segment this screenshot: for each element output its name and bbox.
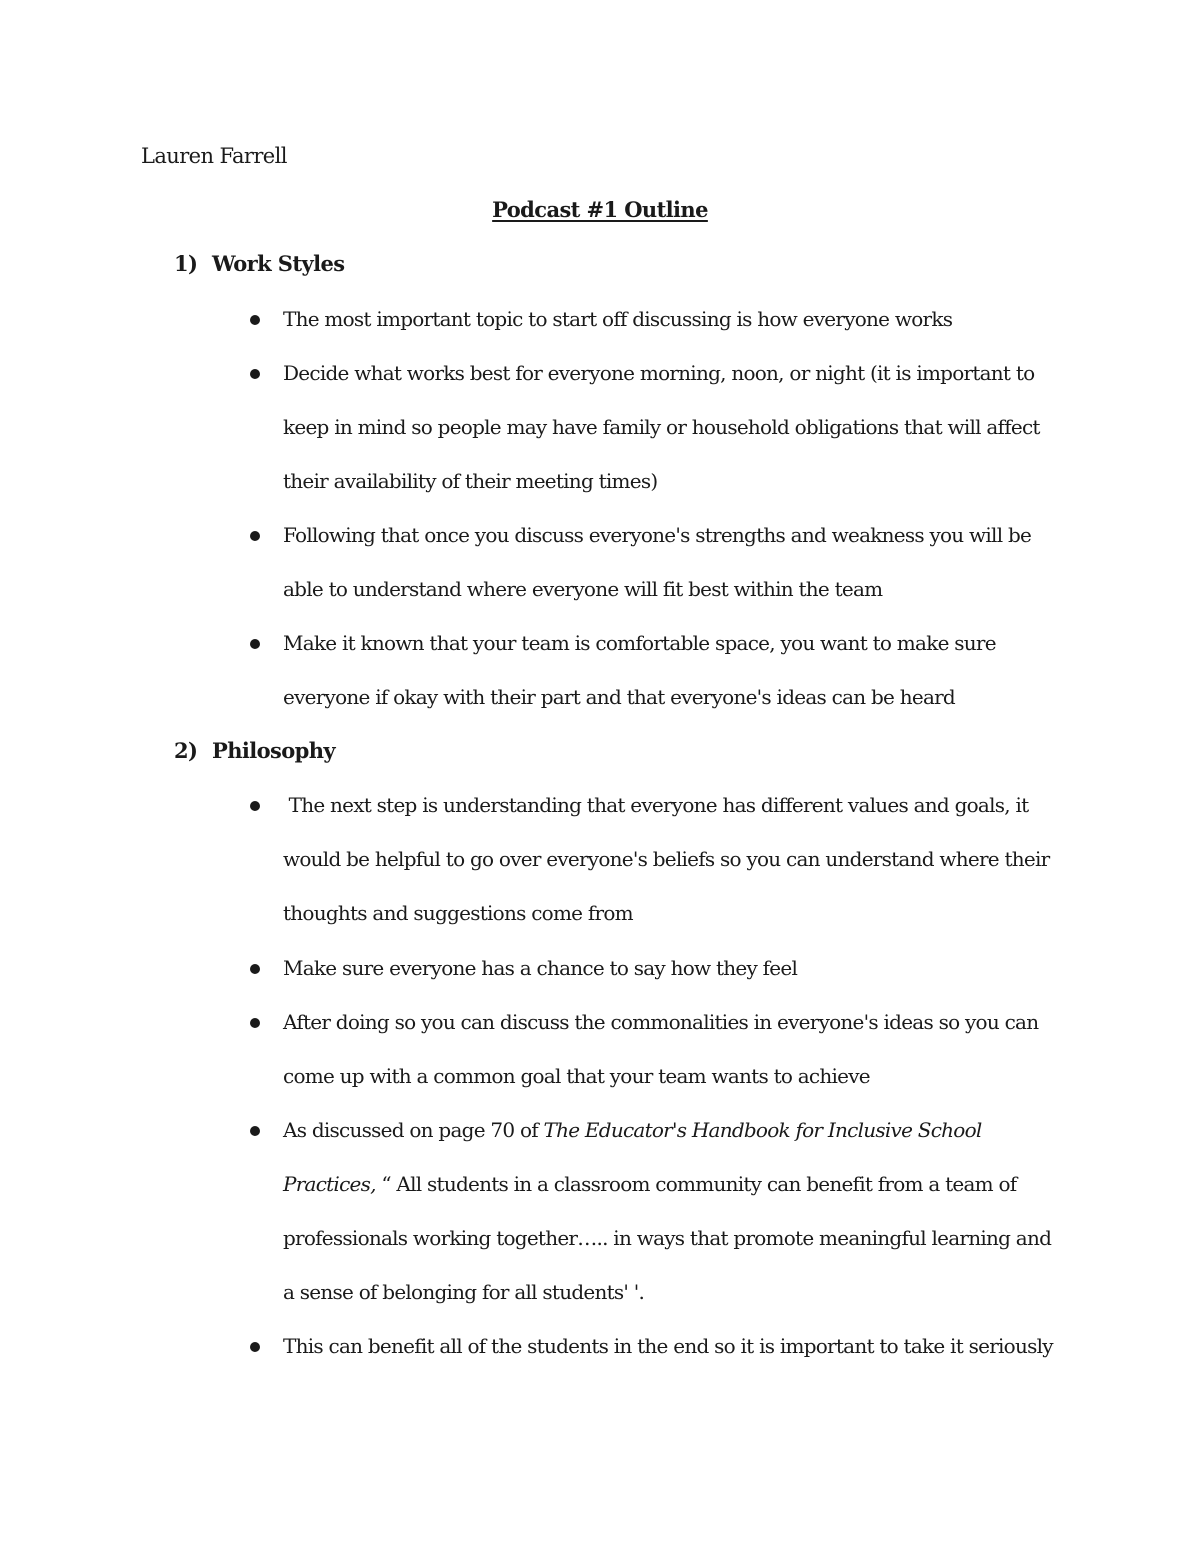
bullet-icon [250, 315, 260, 325]
bullet-icon [250, 964, 260, 974]
section-number: 1) [174, 251, 198, 276]
bullet-text-continued: keep in mind so people may have family or household obligations that will affect [283, 415, 1040, 439]
bullet-text-continued: able to understand where everyone will fit best within the team [283, 577, 883, 601]
bullet-text-continued: would be helpful to go over everyone's beliefs so you can understand where their [283, 847, 1050, 871]
bullet-text: After doing so you can discuss the commonalities in everyone's ideas so you can [283, 1010, 1039, 1034]
bullet-icon [250, 1126, 260, 1136]
section-heading-work-styles [174, 249, 344, 279]
citation-prefix: As discussed on page 70 of [283, 1118, 544, 1142]
bullet-icon [250, 801, 260, 811]
book-title: The Educator's Handbook for Inclusive School [543, 1118, 982, 1142]
bullet-text: Following that once you discuss everyone's strengths and weakness you will be [283, 523, 1032, 547]
bullet-icon [250, 1018, 260, 1028]
bullet-text-continued: a sense of belonging for all students' '. [283, 1280, 645, 1304]
bullet-icon [250, 369, 260, 379]
bullet-text: The next step is understanding that everyone has different values and goals, it [283, 793, 1029, 817]
bullet-text-citation [283, 1115, 982, 1145]
section-title: Philosophy [212, 738, 336, 763]
section-title: Work Styles [212, 251, 345, 276]
bullet-text-continued: their availability of their meeting times) [283, 469, 658, 493]
bullet-text: Make it known that your team is comfortable space, you want to make sure [283, 631, 996, 655]
bullet-icon [250, 639, 260, 649]
bullet-text-continued: come up with a common goal that your team wants to achieve [283, 1064, 870, 1088]
bullet-text: The most important topic to start off discussing is how everyone works [283, 307, 953, 331]
bullet-text-continued: everyone if okay with their part and that everyone's ideas can be heard [283, 685, 955, 709]
bullet-text: This can benefit all of the students in the end so it is important to take it seriously [283, 1334, 1053, 1358]
section-number: 2) [174, 738, 198, 763]
bullet-text: Decide what works best for everyone morning, noon, or night (it is important to [283, 361, 1035, 385]
quote-text: “ All students in a classroom community can benefit from a team of [375, 1172, 1017, 1196]
document-title: Podcast #1 Outline [492, 197, 708, 222]
bullet-icon [250, 531, 260, 541]
section-heading-philosophy [174, 736, 335, 766]
bullet-text-continued [283, 1169, 1016, 1199]
bullet-text: Make sure everyone has a chance to say how they feel [283, 956, 798, 980]
author-name: Lauren Farrell [141, 144, 287, 168]
bullet-text-continued: thoughts and suggestions come from [283, 901, 633, 925]
book-title-continued: Practices, [283, 1172, 376, 1196]
bullet-icon [250, 1342, 260, 1352]
bullet-text-continued: professionals working together….. in ways that promote meaningful learning and [283, 1226, 1052, 1250]
